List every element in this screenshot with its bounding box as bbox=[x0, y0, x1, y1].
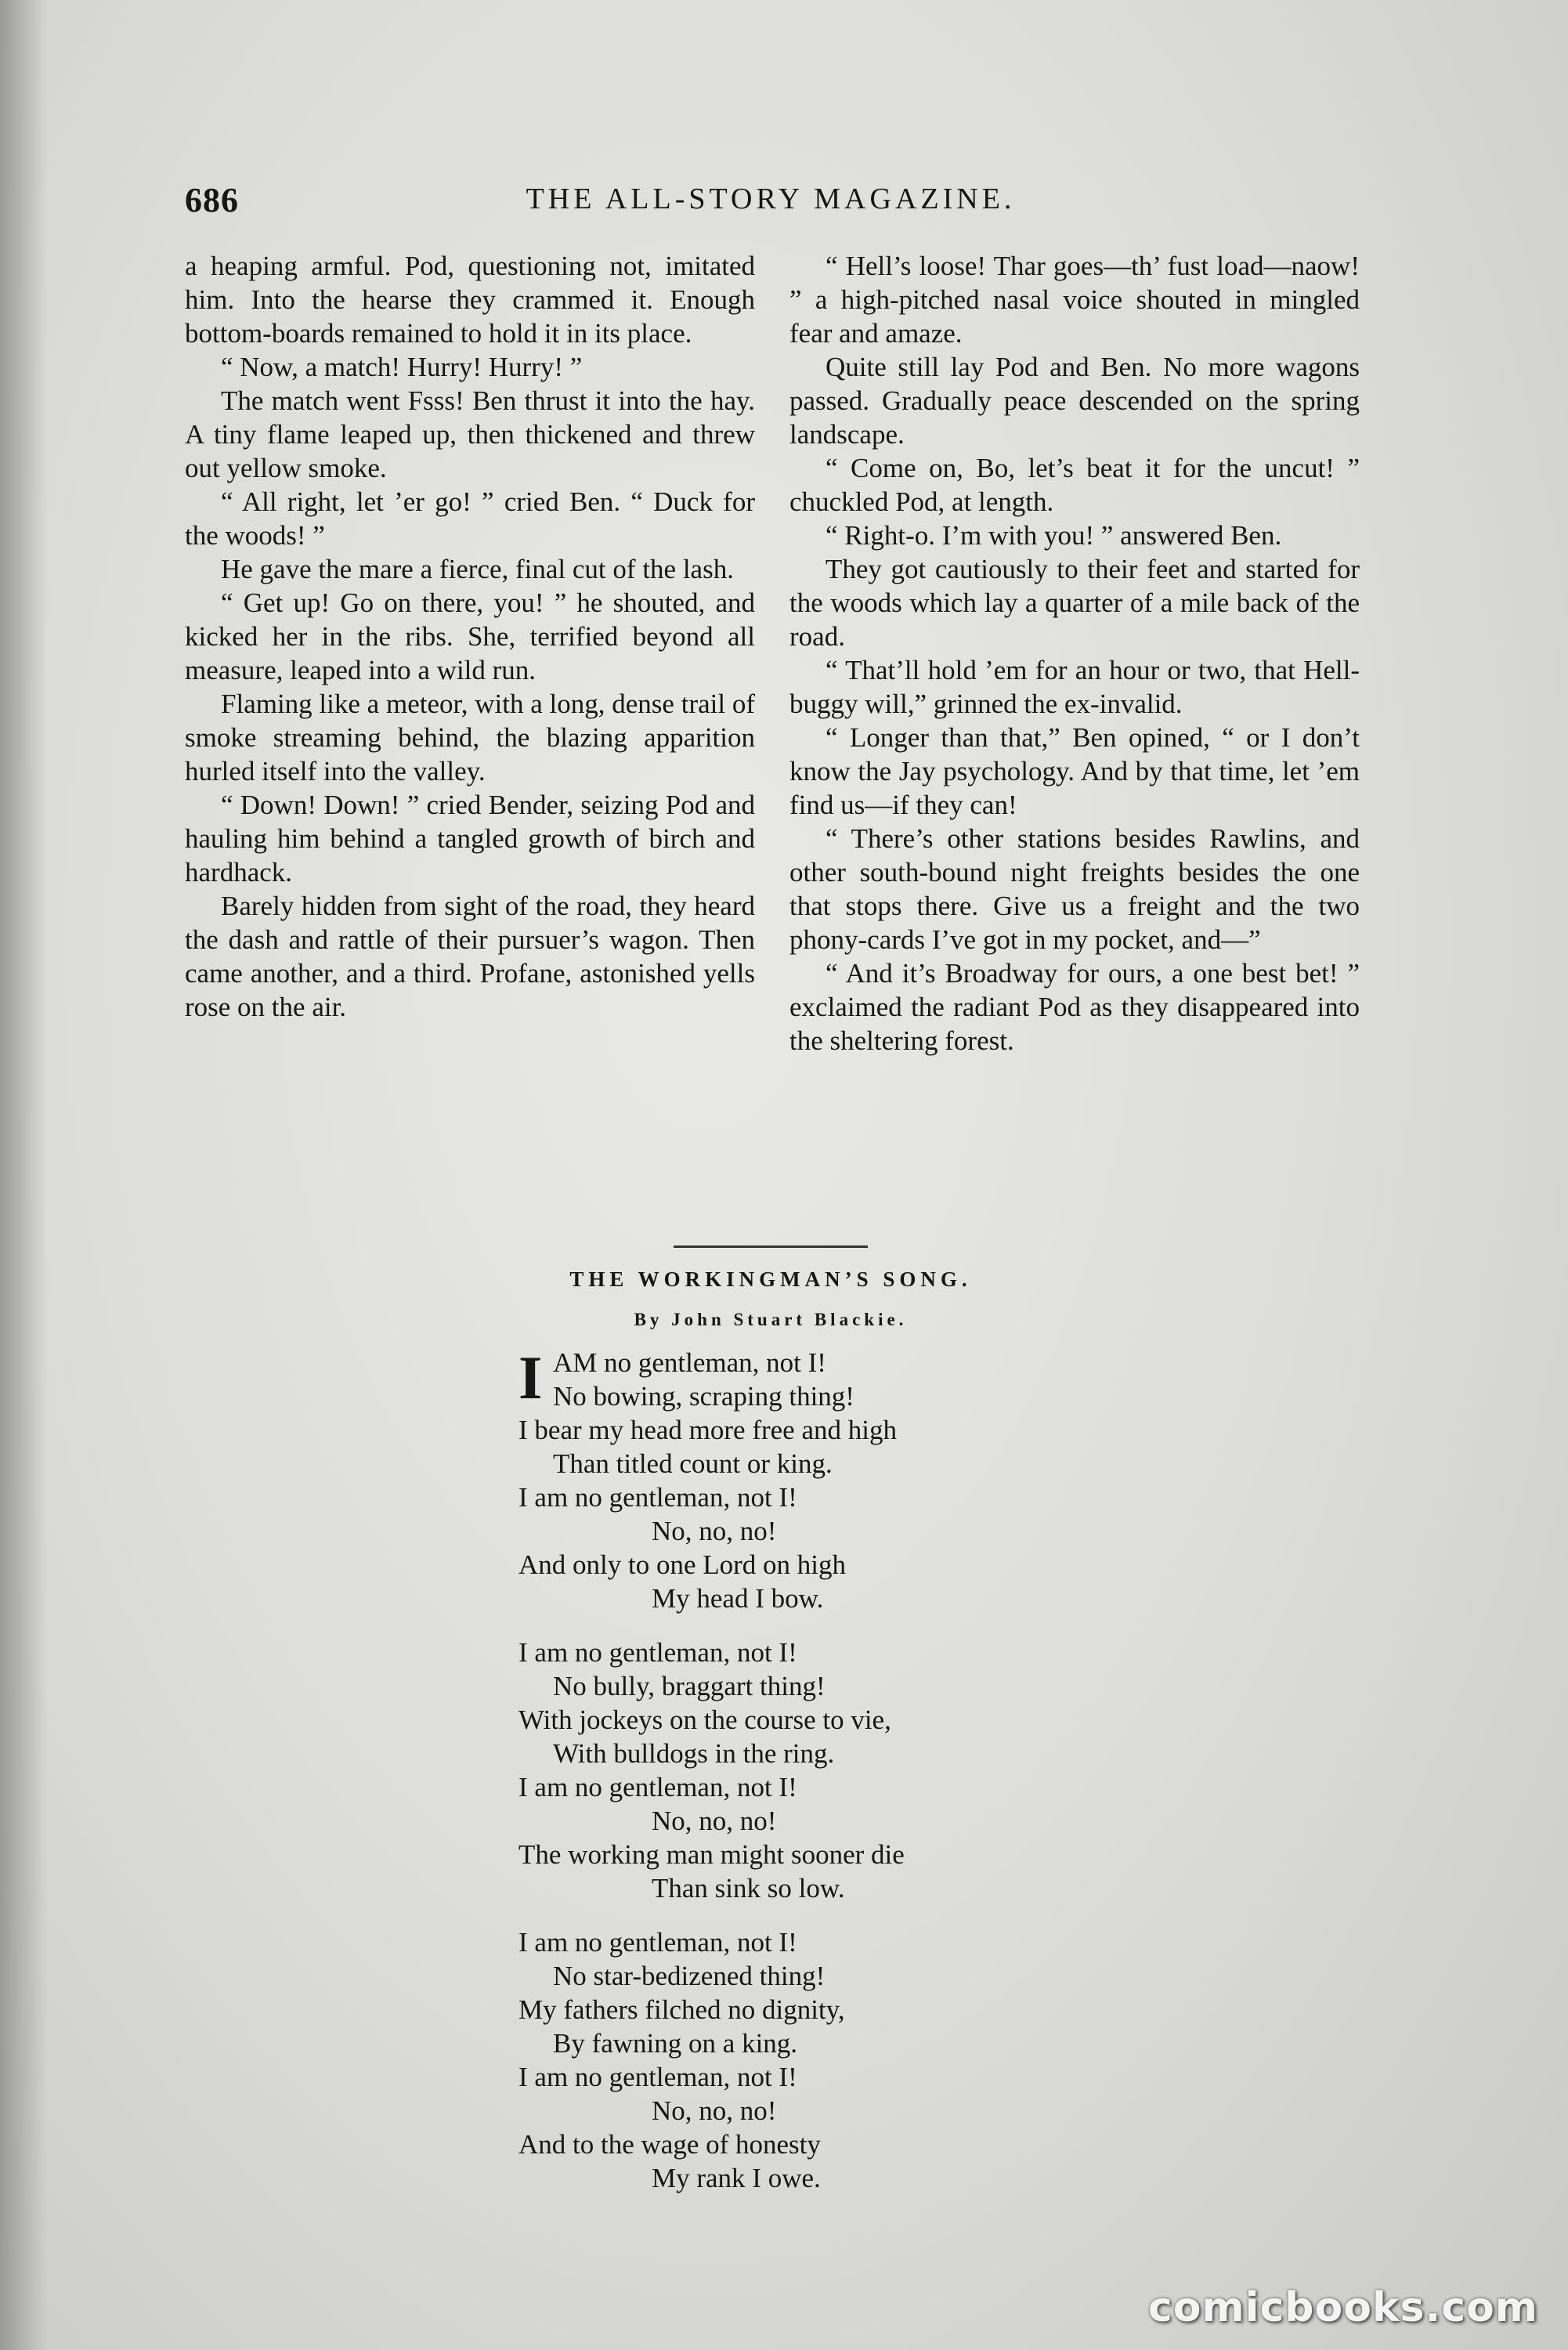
poem-line: With bulldogs in the ring. bbox=[553, 1738, 835, 1769]
poem-line: No, no, no! bbox=[652, 2095, 777, 2126]
poem-line: I am no gentleman, not I! bbox=[518, 1482, 797, 1513]
paragraph: He gave the mare a fierce, final cut of the lash. bbox=[221, 554, 734, 584]
poem-line: Than sink so low. bbox=[652, 1873, 845, 1904]
paragraph: “ Down! Down! ” cried Bender, seizing Pod and hauling him behind a tangled growth of birch and hardhack. bbox=[185, 790, 755, 888]
poem-line: I bear my head more free and high bbox=[518, 1415, 897, 1445]
poem-line: AM no gentleman, not I! bbox=[553, 1347, 826, 1378]
paragraph: They got cautiously to their feet and started for the woods which lay a quarter of a mile back of the road. bbox=[789, 554, 1360, 652]
poem-line: No, no, no! bbox=[652, 1806, 777, 1836]
paragraph: Quite still lay Pod and Ben. No more wagons passed. Gradually peace descended on the spring landscape. bbox=[789, 352, 1360, 450]
section-divider bbox=[674, 1246, 868, 1248]
poem-line: I am no gentleman, not I! bbox=[518, 1772, 797, 1802]
poem-stanza-2 bbox=[518, 1636, 1114, 1905]
magazine-title: THE ALL-STORY MAGAZINE. bbox=[526, 183, 1016, 215]
running-head bbox=[185, 180, 1357, 219]
poem-stanza-1 bbox=[518, 1343, 1114, 1615]
poem-title: THE WORKINGMAN’S SONG. bbox=[569, 1267, 972, 1291]
page-number: 686 bbox=[185, 181, 239, 219]
poem-line: Than titled count or king. bbox=[553, 1448, 833, 1479]
paragraph: The match went Fsss! Ben thrust it into the hay. A tiny flame leaped up, then thickened and threw out yellow smoke. bbox=[185, 385, 755, 483]
poem-line: No star-bedizened thing! bbox=[553, 1961, 826, 1991]
poem-line: I am no gentleman, not I! bbox=[518, 1927, 797, 1958]
poem-line: The working man might sooner die bbox=[518, 1839, 905, 1870]
poem-line: My head I bow. bbox=[652, 1583, 824, 1614]
paragraph: “ There’s other stations besides Rawlins, and other south-bound night freights besides the one that stops there. Give us a freight and the two phony-cards I’ve got in my pocket, and—” bbox=[789, 823, 1360, 955]
paragraph: “ Right-o. I’m with you! ” answered Ben. bbox=[826, 520, 1282, 551]
poem-author: By John Stuart Blackie. bbox=[634, 1310, 908, 1329]
paragraph: “ Longer than that,” Ben opined, “ or I don’t know the Jay psychology. And by that time, let ’em find us—if they can! bbox=[789, 722, 1360, 820]
watermark: comicbooks.com bbox=[1147, 2284, 1538, 2331]
paragraph: Flaming like a meteor, with a long, dense trail of smoke streaming behind, the blazing apparition hurled itself into the valley. bbox=[185, 689, 755, 786]
poem-body bbox=[518, 1343, 1114, 2215]
paragraph: “ All right, let ’er go! ” cried Ben. “ Duck for the woods! ” bbox=[185, 486, 755, 551]
paragraph: “ Come on, Bo, let’s beat it for the uncut! ” chuckled Pod, at length. bbox=[789, 453, 1360, 517]
poem-line: No bowing, scraping thing! bbox=[553, 1381, 854, 1412]
poem-line: My rank I owe. bbox=[652, 2163, 821, 2193]
poem-stanza-3 bbox=[518, 1925, 1114, 2195]
story-column-right bbox=[789, 249, 1360, 1058]
paragraph: “ And it’s Broadway for ours, a one best bet! ” exclaimed the radiant Pod as they disappeared into the sheltering forest. bbox=[789, 958, 1360, 1056]
page-edge-shadow bbox=[0, 0, 47, 2350]
paragraph: “ Hell’s loose! Thar goes—th’ fust load—naow! ” a high-pitched nasal voice shouted in mingled fear and amaze. bbox=[789, 251, 1360, 349]
poem-line: No bully, braggart thing! bbox=[553, 1671, 826, 1701]
poem-line: I am no gentleman, not I! bbox=[518, 2062, 797, 2092]
poem-line: My fathers filched no dignity, bbox=[518, 1994, 845, 2025]
story-column-left bbox=[185, 249, 755, 1024]
drop-cap: I bbox=[518, 1343, 543, 1412]
paragraph: a heaping armful. Pod, questioning not, imitated him. Into the hearse they crammed it. Enough bottom-boards remained to hold it in its place. bbox=[185, 251, 755, 349]
poem-line: By fawning on a king. bbox=[553, 2028, 798, 2059]
paragraph: Barely hidden from sight of the road, they heard the dash and rattle of their pursuer’s wagon. Then came another, and a third. Profane, astonished yells rose on the air. bbox=[185, 891, 755, 1022]
paragraph: “ Get up! Go on there, you! ” he shouted, and kicked her in the ribs. She, terrified beyond all measure, leaped into a wild run. bbox=[185, 588, 755, 685]
poem-line: No, no, no! bbox=[652, 1516, 777, 1546]
poem-line: I am no gentleman, not I! bbox=[518, 1637, 797, 1668]
paragraph: “ Now, a match! Hurry! Hurry! ” bbox=[221, 352, 583, 382]
poem-line: With jockeys on the course to vie, bbox=[518, 1705, 891, 1735]
paragraph: “ That’ll hold ’em for an hour or two, that Hell-buggy will,” grinned the ex-invalid. bbox=[789, 655, 1360, 719]
poem-line: And to the wage of honesty bbox=[518, 2129, 821, 2160]
poem-line: And only to one Lord on high bbox=[518, 1549, 847, 1580]
